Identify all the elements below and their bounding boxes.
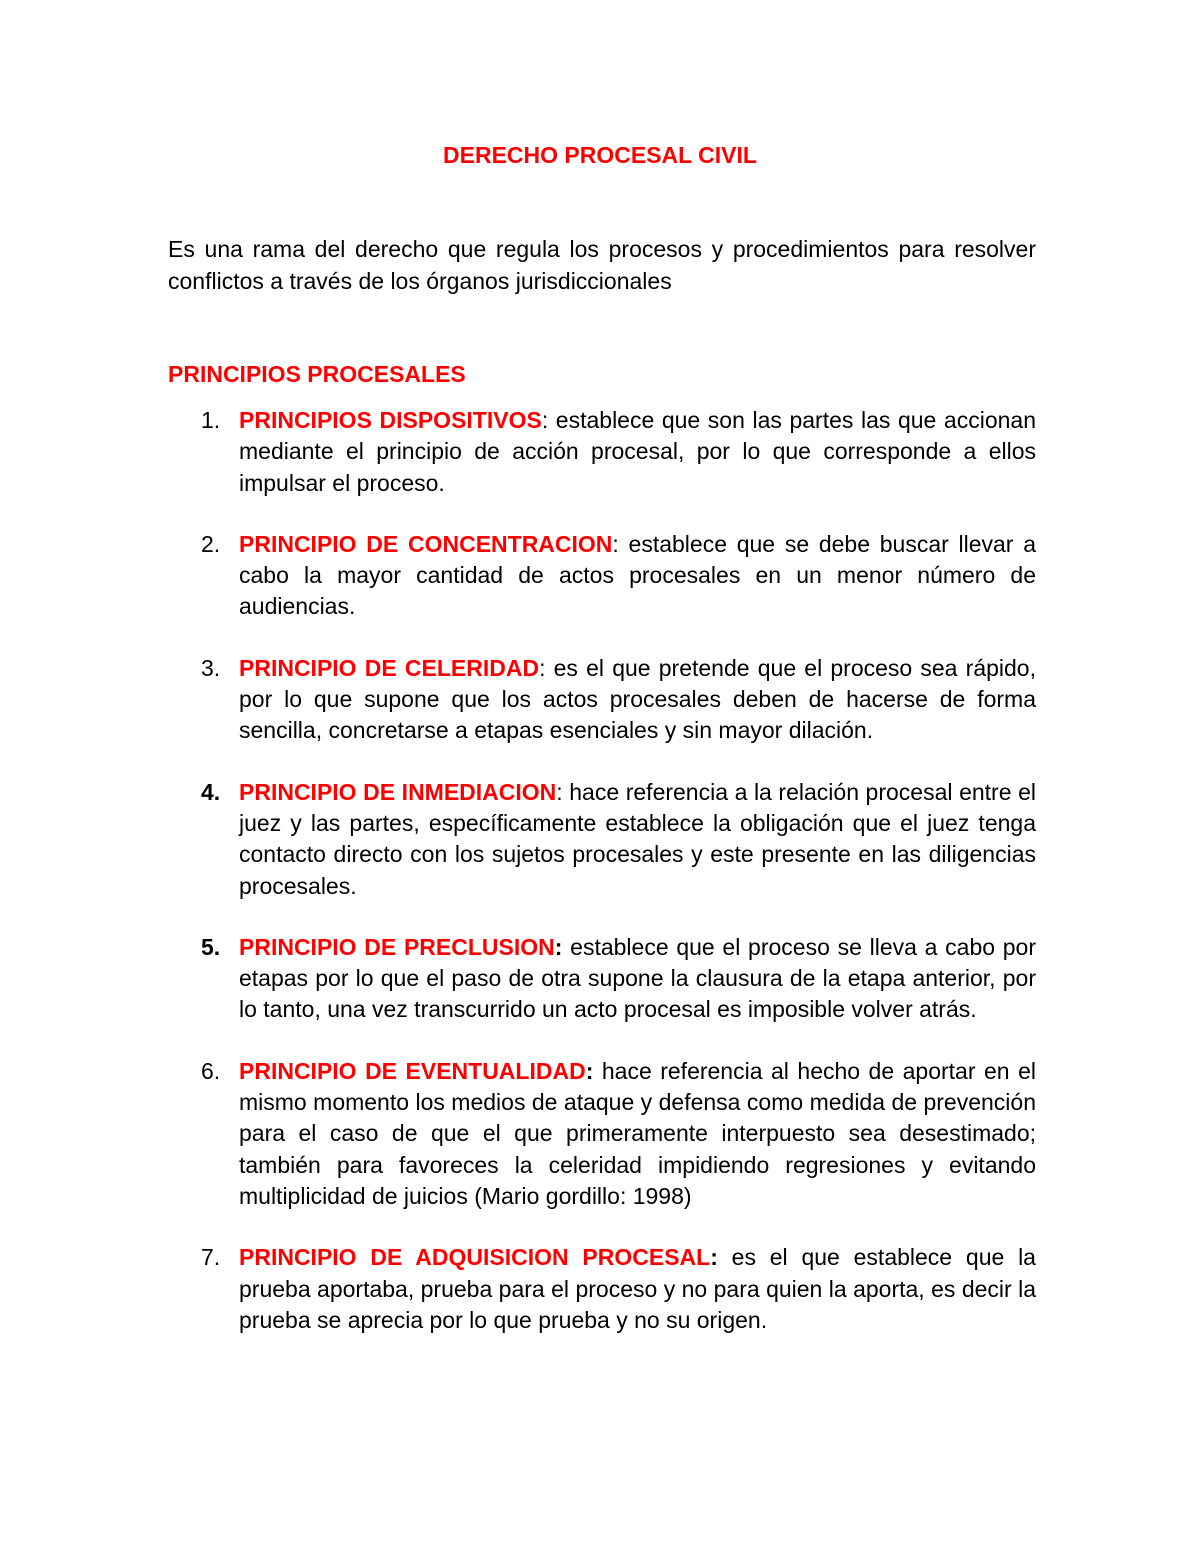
- item-number: 1.: [201, 407, 221, 433]
- principle-item-7: [168, 1242, 1036, 1336]
- item-number: 7.: [201, 1244, 221, 1271]
- principle-description: es el que establece que la prueba aportaba, prueba para el proceso y no para quien la aporta, es decir la prueba se aprecia por lo que prueba y no su origen.: [239, 1244, 1036, 1333]
- principle-item-4: [168, 777, 1036, 902]
- principle-term: PRINCIPIO DE INMEDIACION: [239, 778, 557, 805]
- principle-term: PRINCIPIO DE EVENTUALIDAD: [239, 1057, 586, 1084]
- principle-description: hace referencia a la relación procesal entre el juez y las partes, específicamente establece la obligación que el juez tenga contacto directo con los sujetos procesales y este presente en las diligencias procesales.: [239, 778, 1036, 899]
- term-separator: :: [541, 407, 549, 433]
- term-separator: :: [612, 530, 619, 557]
- principle-description: establece que se debe buscar llevar a cabo la mayor cantidad de actos procesales en un menor número de audiencias.: [239, 530, 1036, 620]
- principle-term: PRINCIPIO DE ADQUISICION PROCESAL: [239, 1244, 711, 1271]
- principle-term: PRINCIPIO DE PRECLUSION: [239, 933, 555, 960]
- principle-description: establece que el proceso se lleva a cabo por etapas por lo que el paso de otra supone la clausura de la etapa anterior, por lo tanto, una vez transcurrido un acto procesal es imposible volver atrás.: [239, 933, 1036, 1023]
- principle-item-5: [168, 932, 1036, 1026]
- intro-paragraph: Es una rama del derecho que regula los procesos y procedimientos para resolver conflictos a través de los órganos jurisdiccionales: [168, 236, 1036, 294]
- principle-item-1: [168, 405, 1036, 499]
- principle-item-3: [168, 653, 1036, 747]
- term-separator: :: [556, 778, 563, 805]
- item-number: 6.: [201, 1057, 221, 1084]
- item-number: 5.: [201, 933, 221, 960]
- term-separator: :: [554, 933, 563, 960]
- principle-description: establece que son las partes las que accionan mediante el principio de acción procesal, por lo que corresponde a ellos impulsar el proceso.: [239, 407, 1036, 496]
- term-separator: :: [539, 654, 546, 681]
- principle-item-2: [168, 529, 1036, 623]
- principle-item-6: [168, 1056, 1036, 1212]
- principle-term: PRINCIPIO DE CONCENTRACION: [239, 530, 613, 557]
- principles-list: [168, 405, 1036, 1366]
- item-number: 2.: [201, 530, 221, 557]
- term-separator: :: [710, 1244, 718, 1271]
- term-separator: :: [585, 1057, 594, 1084]
- document-title: DERECHO PROCESAL CIVIL: [443, 142, 757, 168]
- principle-description: es el que pretende que el proceso sea rápido, por lo que supone que los actos procesales deben de hacerse de forma sencilla, concretarse a etapas esenciales y sin mayor dilación.: [239, 654, 1036, 744]
- item-number: 3.: [201, 654, 221, 681]
- principle-description: hace referencia al hecho de aportar en el mismo momento los medios de ataque y defensa como medida de prevención para el caso de que el que primeramente interpuesto sea desestimado; también para favoreces la celeridad impidiendo regresiones y evitando multiplicidad de juicios (Mario gordillo: 1998): [239, 1057, 1036, 1209]
- item-number: 4.: [201, 778, 221, 805]
- principle-term: PRINCIPIO DE CELERIDAD: [239, 654, 540, 681]
- principle-term: PRINCIPIOS DISPOSITIVOS: [239, 407, 542, 433]
- section-heading: PRINCIPIOS PROCESALES: [168, 361, 466, 387]
